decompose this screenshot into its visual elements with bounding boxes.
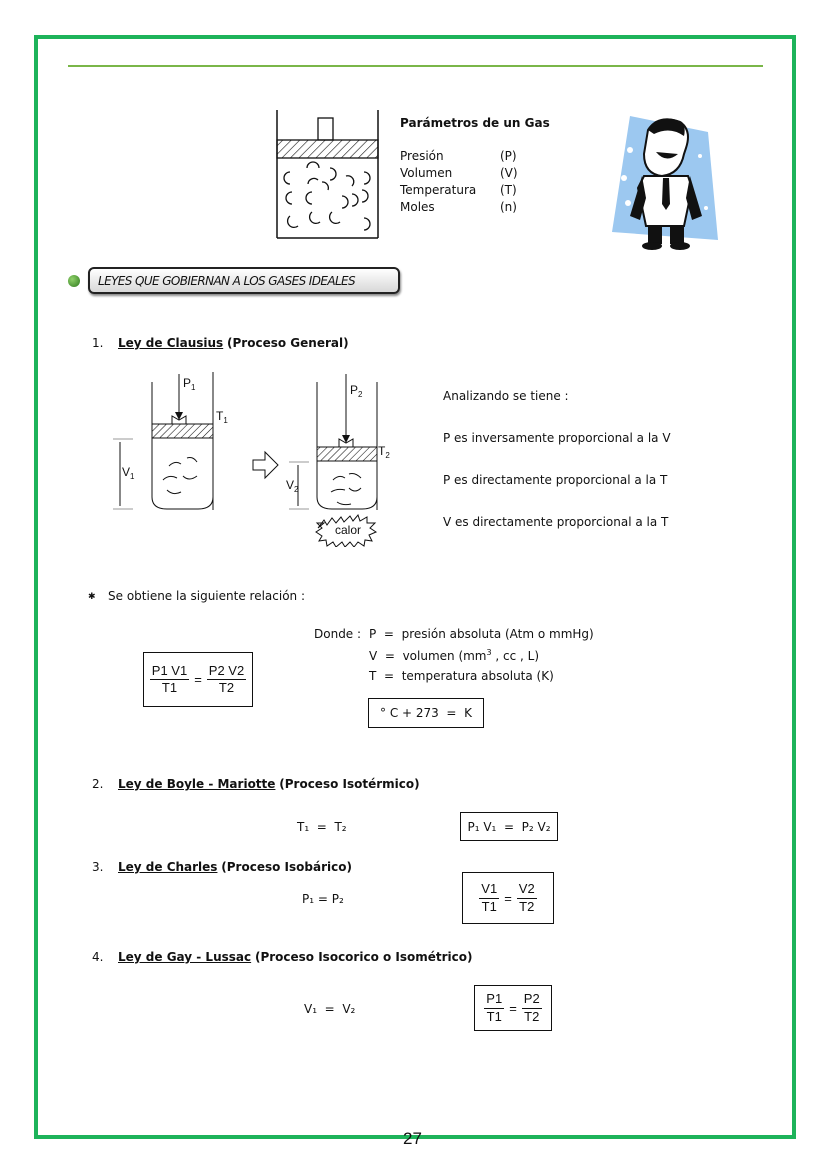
law2-name: Ley de Boyle - Mariotte <box>118 777 276 791</box>
law4-number: 4. <box>92 950 104 964</box>
param-name: Temperatura <box>400 183 477 197</box>
param-row <box>400 183 518 200</box>
param-row <box>400 149 518 166</box>
equals-sign: = <box>194 672 202 687</box>
gas-container-figure <box>272 108 382 240</box>
def-symbol: V <box>369 649 378 663</box>
top-rule <box>68 65 763 67</box>
def-desc: temperatura absoluta (K) <box>401 669 554 683</box>
def-eq: = <box>383 627 394 641</box>
param-symbol: (n) <box>500 200 517 214</box>
analysis-item: P es inversamente proporcional a la V <box>443 431 671 445</box>
param-symbol: (T) <box>500 183 517 197</box>
param-row <box>400 200 518 217</box>
law2-formula-box: P₁ V₁ = P₂ V₂ <box>460 812 558 841</box>
law3-formula-box <box>462 872 554 924</box>
law2-condition: T₁ = T₂ <box>297 820 347 834</box>
donde-label: Donde : <box>314 627 362 641</box>
svg-text:T1: $T_1$ <box>216 409 228 425</box>
relation-intro <box>88 589 305 603</box>
numerator: P1 V1 <box>150 664 189 680</box>
law4-process: (Proceso Isocorico o Isométrico) <box>254 950 473 964</box>
svg-text:V2: $V_2$ <box>286 478 299 494</box>
param-name: Volumen <box>400 166 453 180</box>
fraction-left <box>150 664 189 696</box>
definitions-list <box>369 627 594 690</box>
analysis-item: P es directamente proporcional a la T <box>443 473 668 487</box>
def-desc: presión absoluta (Atm o mmHg) <box>401 627 594 641</box>
law2-number: 2. <box>92 777 104 791</box>
law4-name: Ley de Gay - Lussac <box>118 950 252 964</box>
param-name: Presión <box>400 149 444 163</box>
law3-process: (Proceso Isobárico) <box>221 860 352 874</box>
def-symbol: P <box>369 627 377 641</box>
law1-name: Ley de Clausius <box>118 336 224 350</box>
relation-intro-text: Se obtiene la siguiente relación : <box>108 589 306 603</box>
law3-condition: P₁ = P₂ <box>302 892 344 906</box>
fraction-left <box>484 992 504 1024</box>
definition-row <box>369 648 594 669</box>
law3-heading <box>92 860 352 874</box>
numerator: P2 V2 <box>207 664 246 680</box>
denominator: T1 <box>161 680 178 695</box>
general-formula-box <box>143 652 253 707</box>
page-number: 27 <box>403 1129 422 1148</box>
equals-sign: = <box>509 1000 517 1016</box>
cartoon-man-illustration <box>608 108 723 256</box>
denominator: T2 <box>519 898 535 914</box>
conversion-box: ° C + 273 = K <box>368 698 484 728</box>
fraction-right <box>522 992 542 1024</box>
definition-row <box>369 669 594 690</box>
law1-process: (Proceso General) <box>227 336 349 350</box>
denominator: T2 <box>524 1008 540 1024</box>
params-title: Parámetros de un Gas <box>400 116 550 130</box>
definition-row <box>369 627 594 648</box>
law3-number: 3. <box>92 860 104 874</box>
param-row <box>400 166 518 183</box>
svg-text:P2: $P_2$ <box>350 383 363 399</box>
law2-heading <box>92 777 420 791</box>
numerator: P2 <box>522 992 542 1008</box>
analysis-title: Analizando se tiene : <box>443 389 569 403</box>
green-bullet-icon <box>68 275 80 287</box>
param-symbol: (P) <box>500 149 517 163</box>
def-eq: = <box>384 649 395 663</box>
equals-sign: = <box>504 890 512 906</box>
param-symbol: (V) <box>500 166 518 180</box>
denominator: T1 <box>486 1008 502 1024</box>
section-heading: LEYES QUE GOBIERNAN A LOS GASES IDEALES <box>98 274 356 288</box>
law4-condition: V₁ = V₂ <box>304 1002 356 1016</box>
svg-text:calor: calor <box>335 523 362 537</box>
law3-name: Ley de Charles <box>118 860 218 874</box>
def-desc-post: , cc , L) <box>491 649 540 663</box>
law2-process: (Proceso Isotérmico) <box>279 777 420 791</box>
param-name: Moles <box>400 200 435 214</box>
params-list <box>400 149 518 217</box>
fraction-right <box>207 664 246 696</box>
svg-text:P1: $P_1$ <box>183 376 196 392</box>
numerator: P1 <box>484 992 504 1008</box>
analysis-item: V es directamente proporcional a la T <box>443 515 669 529</box>
denominator: T1 <box>481 898 497 914</box>
law4-formula-box <box>474 985 552 1031</box>
def-symbol: T <box>369 669 377 683</box>
asterisk-bullet-icon: ✱ <box>88 591 96 602</box>
law4-heading <box>92 950 473 964</box>
fraction-right <box>517 882 537 914</box>
numerator: V1 <box>479 882 499 898</box>
clausius-process-diagram <box>105 372 395 547</box>
numerator: V2 <box>517 882 537 898</box>
analysis-block <box>443 389 671 557</box>
svg-text:V1: $V_1$ <box>122 465 135 481</box>
section-heading-box <box>88 267 400 294</box>
law1-number: 1. <box>92 336 104 350</box>
law1-heading <box>92 336 349 350</box>
def-sup: 3 <box>486 648 492 657</box>
def-desc: volumen (mm <box>402 649 487 663</box>
def-eq: = <box>383 669 395 683</box>
denominator: T2 <box>218 680 235 695</box>
svg-text:T2: $T_2$ <box>378 444 390 460</box>
fraction-left <box>479 882 499 914</box>
